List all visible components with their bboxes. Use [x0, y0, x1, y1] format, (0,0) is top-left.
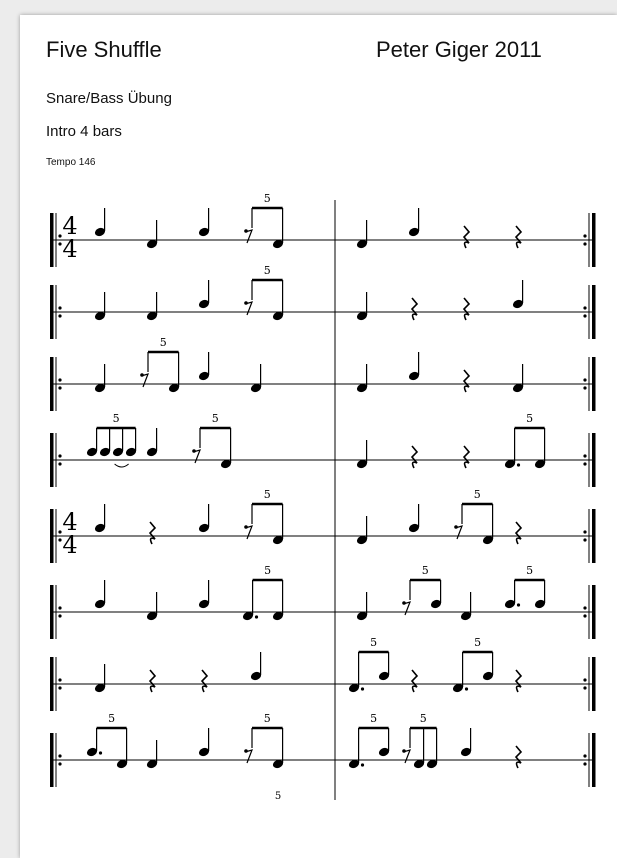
repeat-end-thick-bar	[592, 357, 596, 411]
quarter-rest	[464, 298, 469, 320]
page-number: 5	[274, 791, 282, 802]
time-signature-denominator: 4	[62, 531, 78, 559]
tuplet-label: 5	[264, 564, 272, 577]
augmentation-dot	[517, 463, 520, 466]
repeat-start-thick-bar	[50, 585, 54, 639]
repeat-dot	[58, 678, 61, 681]
repeat-dot	[583, 686, 586, 689]
augmentation-dot	[361, 687, 364, 690]
repeat-dot	[583, 454, 586, 457]
repeat-dot	[58, 378, 61, 381]
repeat-dot	[583, 606, 586, 609]
repeat-dot	[58, 386, 61, 389]
repeat-end-thick-bar	[592, 213, 596, 267]
quarter-rest	[150, 670, 155, 692]
tie	[115, 464, 129, 467]
quarter-rest	[202, 670, 207, 692]
eighth-rest	[245, 526, 252, 539]
repeat-dot	[58, 306, 61, 309]
tuplet-label: 5	[263, 264, 271, 277]
tuplet-label: 5	[421, 564, 429, 577]
quarter-rest	[516, 746, 521, 768]
repeat-dot	[583, 242, 586, 245]
tuplet-label: 5	[370, 636, 378, 649]
repeat-dot	[58, 606, 61, 609]
eighth-rest	[141, 374, 148, 387]
eighth-rest	[455, 526, 462, 539]
repeat-end-thick-bar	[592, 285, 596, 339]
tempo-marking: Tempo 146	[46, 157, 96, 168]
augmentation-dot	[99, 751, 102, 754]
repeat-dot	[583, 678, 586, 681]
repeat-dot	[583, 530, 586, 533]
intro-note: Intro 4 bars	[46, 123, 122, 140]
repeat-dot	[58, 454, 61, 457]
eighth-rest	[403, 602, 410, 615]
repeat-dot	[58, 314, 61, 317]
repeat-dot	[58, 762, 61, 765]
time-signature-numerator: 4	[62, 212, 78, 240]
repeat-dot	[583, 462, 586, 465]
repeat-start-thick-bar	[50, 213, 54, 267]
quarter-rest	[150, 522, 155, 544]
tuplet-label: 5	[263, 712, 271, 725]
quarter-rest	[412, 670, 417, 692]
quarter-rest	[412, 446, 417, 468]
music-notation	[20, 15, 617, 858]
tuplet-label: 5	[419, 712, 427, 725]
repeat-dot	[58, 754, 61, 757]
repeat-start-thick-bar	[50, 357, 54, 411]
repeat-end-thick-bar	[592, 585, 596, 639]
repeat-dot	[583, 378, 586, 381]
repeat-dot	[58, 530, 61, 533]
repeat-end-thick-bar	[592, 433, 596, 487]
augmentation-dot	[361, 763, 364, 766]
tuplet-label: 5	[108, 712, 116, 725]
repeat-end-thick-bar	[592, 657, 596, 711]
repeat-start-thick-bar	[50, 657, 54, 711]
repeat-dot	[583, 762, 586, 765]
composer-credit: Peter Giger 2011	[376, 37, 542, 62]
repeat-end-thick-bar	[592, 509, 596, 563]
tuplet-label: 5	[263, 488, 271, 501]
tuplet-label: 5	[211, 412, 219, 425]
quarter-rest	[464, 446, 469, 468]
augmentation-dot	[255, 615, 258, 618]
repeat-dot	[58, 538, 61, 541]
quarter-rest	[516, 522, 521, 544]
quarter-rest	[516, 226, 521, 248]
repeat-dot	[58, 614, 61, 617]
repeat-dot	[58, 234, 61, 237]
quarter-rest	[516, 670, 521, 692]
time-signature-denominator: 4	[62, 235, 78, 263]
repeat-start-thick-bar	[50, 285, 54, 339]
exercise-subtitle: Snare/Bass Übung	[46, 90, 172, 107]
quarter-rest	[412, 298, 417, 320]
tuplet-label: 5	[112, 412, 120, 425]
quarter-rest	[464, 370, 469, 392]
eighth-rest	[245, 230, 252, 243]
time-signature-numerator: 4	[62, 508, 78, 536]
repeat-dot	[583, 614, 586, 617]
quarter-rest	[464, 226, 469, 248]
repeat-dot	[583, 754, 586, 757]
repeat-dot	[58, 462, 61, 465]
piece-title: Five Shuffle	[46, 37, 162, 62]
tuplet-label: 5	[473, 488, 481, 501]
eighth-rest	[245, 302, 252, 315]
augmentation-dot	[465, 687, 468, 690]
repeat-dot	[583, 386, 586, 389]
augmentation-dot	[517, 603, 520, 606]
repeat-start-thick-bar	[50, 509, 54, 563]
eighth-rest	[245, 750, 252, 763]
repeat-dot	[583, 234, 586, 237]
score-page	[20, 15, 617, 858]
repeat-dot	[58, 686, 61, 689]
tuplet-label: 5	[370, 712, 378, 725]
repeat-start-thick-bar	[50, 733, 54, 787]
repeat-dot	[583, 314, 586, 317]
repeat-dot	[583, 306, 586, 309]
repeat-dot	[583, 538, 586, 541]
tuplet-label: 5	[526, 412, 534, 425]
tuplet-label: 5	[474, 636, 482, 649]
repeat-start-thick-bar	[50, 433, 54, 487]
tuplet-label: 5	[263, 192, 271, 205]
tuplet-label: 5	[159, 336, 167, 349]
eighth-rest	[193, 450, 200, 463]
repeat-dot	[58, 242, 61, 245]
repeat-end-thick-bar	[592, 733, 596, 787]
eighth-rest	[403, 750, 410, 763]
tuplet-label: 5	[526, 564, 534, 577]
